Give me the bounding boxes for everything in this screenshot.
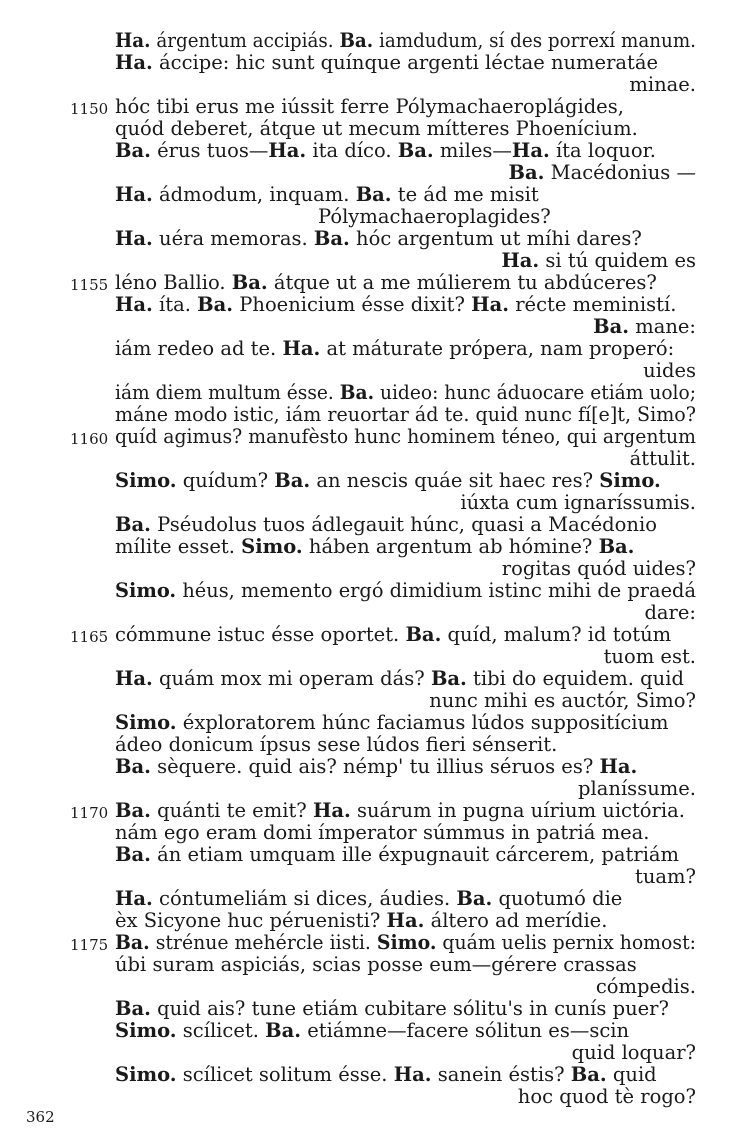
speaker-label: Ha. [511, 139, 550, 162]
speaker-label: Ba. [115, 755, 151, 778]
verse-line [115, 822, 649, 844]
line-text: suárum in pugna uírium uictória. [350, 799, 685, 822]
verse-line [115, 910, 607, 932]
line-text: Pólymachaeroplagides? [318, 205, 551, 228]
line-number: 1175 [70, 936, 109, 954]
speaker-label: Ba. [115, 139, 151, 162]
verse-line [115, 228, 642, 250]
line-text: strénue mehércle iisti. [149, 931, 377, 954]
verse-line [115, 118, 638, 140]
line-text: nunc mihi es auctór, Simo? [429, 689, 696, 712]
speaker-label: Simo. [115, 469, 177, 492]
line-text: etiámne—facere sólitun es—scin [301, 1019, 630, 1042]
line-text: hóc tibi erus me iússit ferre Pólymachaeroplágides, [115, 95, 624, 118]
verse-line [630, 448, 696, 470]
line-text: quód deberet, átque ut mecum mítteres Phoenícium. [115, 117, 638, 140]
speaker-label: Ba. [313, 227, 350, 250]
speaker-label: Simo. [599, 469, 661, 492]
line-text: iám redeo ad te. [115, 337, 283, 360]
verse-line [115, 932, 696, 954]
verse-line [115, 844, 679, 866]
line-text: at máturate própera, nam properó: [320, 337, 675, 360]
line-text: sanein éstis? [431, 1063, 571, 1086]
speaker-label: Ha. [115, 887, 153, 910]
verse-line [115, 514, 657, 536]
line-number: 1155 [70, 276, 109, 294]
line-text: érus tuos— [150, 139, 269, 162]
line-text: uideo: hunc áduocare etiám uolo; [374, 381, 696, 404]
verse-line [643, 360, 696, 382]
line-text: quídum? [176, 469, 275, 492]
verse-line [115, 52, 658, 74]
speaker-label: Ha. [115, 293, 153, 316]
line-text: héus, memento ergó dimidium istinc mihi de praedá [176, 579, 696, 602]
line-text: uides [643, 359, 696, 382]
verse-line [115, 668, 684, 690]
line-text: nám ego eram domi ímperator súmmus in patriá mea. [115, 821, 650, 844]
speaker-label: Ba. [115, 843, 151, 866]
line-text: uéra memoras. [152, 227, 314, 250]
speaker-label: Ba. [397, 139, 434, 162]
line-text: án etiam umquam ille éxpugnauit cárcerem, patriám [150, 843, 680, 866]
speaker-label: Ha. [599, 755, 638, 778]
line-text: tibi do equidem. quid [466, 667, 684, 690]
speaker-label: Simo. [115, 1063, 177, 1086]
speaker-label: Ha. [312, 799, 351, 822]
speaker-label: Ha. [115, 227, 153, 250]
line-text: tuom est. [603, 645, 696, 668]
line-text: minae. [629, 73, 696, 96]
line-text: Pséudolus tuos ádlegauit húnc, quasi a Macédonio [150, 513, 657, 536]
line-text: áttulit. [629, 447, 696, 470]
speaker-label: Simo. [115, 579, 177, 602]
speaker-label: Simo. [115, 1019, 177, 1042]
speaker-label: Ha. [115, 51, 153, 74]
line-text: iám diem multum ésse. [115, 381, 340, 404]
line-text: tuam? [635, 865, 696, 888]
line-text: cóntumeliám si dices, áudies. [152, 887, 457, 910]
line-text: Phoenicium ésse dixit? [233, 293, 472, 316]
speaker-label: Ba. [115, 799, 151, 822]
line-text: quám mox mi operam dás? [152, 667, 431, 690]
speaker-label: Ha. [115, 183, 153, 206]
speaker-label: Ba. [115, 997, 151, 1020]
line-text: háben argentum ab hómine? [302, 535, 599, 558]
page-number: 362 [26, 1108, 55, 1126]
verse-line [115, 756, 637, 778]
verse-line [502, 558, 696, 580]
speaker-label: Ba. [265, 1019, 302, 1042]
verse-line [115, 382, 696, 404]
verse-line [115, 536, 634, 558]
line-text: rogitas quód uides? [501, 557, 696, 580]
verse-line [509, 162, 696, 184]
speaker-label: Ba. [355, 183, 392, 206]
speaker-label: Ha. [115, 667, 153, 690]
line-text: quíd agimus? manufèsto hunc hominem téneo, qui argentum [115, 425, 696, 448]
verse-line [518, 1086, 696, 1108]
verse-line [115, 140, 656, 162]
line-text: quánti te emit? [150, 799, 313, 822]
speaker-label: Ba. [197, 293, 234, 316]
speaker-label: Ba. [274, 469, 311, 492]
verse-line [429, 690, 696, 712]
verse-line [501, 250, 696, 272]
line-text: áltero ad merídie. [424, 909, 608, 932]
verse-line [460, 492, 696, 514]
line-text: mane: [629, 315, 696, 338]
line-text: átque ut a me múlierem tu abdúceres? [267, 271, 657, 294]
verse-line [578, 778, 696, 800]
line-text: sèquere. quid ais? némp' tu illius séruos es? [150, 755, 600, 778]
line-text: èx Sicyone huc péruenisti? [115, 909, 387, 932]
line-text: éxploratorem húnc faciamus lúdos suppositícium [176, 711, 669, 734]
speaker-label: Ba. [339, 29, 374, 52]
speaker-label: Ba. [115, 931, 150, 954]
line-text: mílite esset. [115, 535, 242, 558]
speaker-label: Ha. [268, 139, 307, 162]
verse-line [644, 602, 696, 624]
verse-line [115, 800, 685, 822]
line-text: máne modo istic, iám reuortar ád te. quid nunc fí[e]t, Simo? [115, 403, 696, 426]
speaker-label: Ba. [115, 513, 151, 536]
speaker-label: Simo. [376, 931, 437, 954]
speaker-label: Ba. [456, 887, 493, 910]
speaker-label: Ba. [598, 535, 635, 558]
speaker-label: Ba. [231, 271, 268, 294]
line-text: scílicet. [176, 1019, 266, 1042]
line-text: quíd, malum? id totúm [441, 623, 672, 646]
verse-line [115, 624, 671, 646]
speaker-label: Ba. [593, 315, 630, 338]
speaker-label: Ha. [115, 29, 151, 52]
line-text: íta. [152, 293, 198, 316]
speaker-label: Ha. [282, 337, 321, 360]
verse-line [115, 734, 557, 756]
verse-line [115, 1064, 657, 1086]
speaker-label: Ba. [508, 161, 545, 184]
speaker-label: Ha. [386, 909, 425, 932]
verse-line [115, 888, 622, 910]
speaker-label: Ba. [430, 667, 467, 690]
speaker-label: Ha. [471, 293, 510, 316]
line-text: dare: [644, 601, 696, 624]
line-text: iamdudum, sí des porrexí manum. [373, 29, 696, 52]
speaker-label: Ba. [570, 1063, 607, 1086]
verse-line [115, 426, 696, 448]
speaker-label: Ba. [405, 623, 442, 646]
speaker-label: Ha. [393, 1063, 432, 1086]
line-text: si tú quidem es [539, 249, 696, 272]
speaker-label: Ba. [339, 381, 375, 404]
verse-line [115, 294, 676, 316]
verse-line [115, 96, 624, 118]
verse-line [629, 74, 696, 96]
speaker-label: Simo. [241, 535, 303, 558]
line-text: quotumó die [492, 887, 623, 910]
line-text: an nescis quáe sit haec res? [310, 469, 600, 492]
verse-line [115, 338, 674, 360]
verse-line [115, 404, 696, 426]
verse-line [115, 30, 696, 52]
verse-line [115, 580, 696, 602]
verse-line [115, 998, 669, 1020]
verse-line [115, 184, 539, 206]
line-text: planíssume. [578, 777, 696, 800]
verse-line [115, 712, 669, 734]
line-text: quid [606, 1063, 657, 1086]
verse-line [596, 976, 696, 998]
line-text: árgentum accipiás. [150, 29, 340, 52]
line-text: ádmodum, inquam. [152, 183, 356, 206]
line-text: quám uelis pernix homost: [436, 931, 696, 954]
line-text: scílicet solitum ésse. [176, 1063, 394, 1086]
verse-line [115, 954, 637, 976]
verse-line [604, 646, 696, 668]
line-number: 1165 [70, 628, 109, 646]
verse-line [115, 1020, 629, 1042]
line-text: iúxta cum ignaríssumis. [460, 491, 696, 514]
verse-line [115, 272, 657, 294]
verse-line [635, 866, 696, 888]
line-text: ádeo donicum ípsus sese lúdos fieri sénserit. [115, 733, 558, 756]
line-text: récte meministí. [509, 293, 677, 316]
line-number: 1170 [70, 804, 109, 822]
line-text: te ád me misit [391, 183, 539, 206]
line-number: 1160 [70, 430, 109, 448]
verse-line [318, 206, 551, 228]
line-number: 1150 [70, 100, 109, 118]
line-text: Macédonius — [544, 161, 696, 184]
line-text: hoc quod tè rogo? [517, 1085, 696, 1108]
line-text: hóc argentum ut míhi dares? [349, 227, 642, 250]
verse-line [115, 470, 661, 492]
line-text: íta loquor. [549, 139, 656, 162]
line-text: cómpedis. [595, 975, 696, 998]
speaker-label: Simo. [115, 711, 177, 734]
speaker-label: Ha. [501, 249, 540, 272]
line-text: quid loquar? [571, 1041, 696, 1064]
line-text: úbi suram aspiciás, scias posse eum—gérere crassas [115, 953, 637, 976]
line-text: léno Ballio. [115, 271, 232, 294]
verse-line [572, 1042, 696, 1064]
line-text: cómmune istuc ésse oportet. [115, 623, 406, 646]
line-text: quid ais? tune etiám cubitare sólitu's in cunís puer? [150, 997, 669, 1020]
line-text: ita díco. [306, 139, 398, 162]
line-text: miles— [433, 139, 512, 162]
line-text: áccipe: hic sunt quínque argenti léctae numeratáe [152, 51, 659, 74]
verse-line [593, 316, 696, 338]
